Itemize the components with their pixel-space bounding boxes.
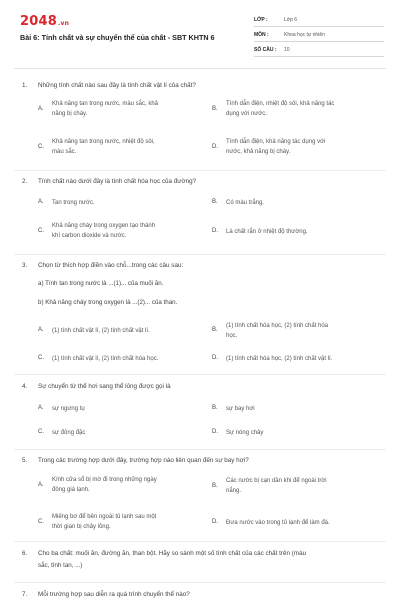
option-line: (1) tính chất vật lí, (2) tính chất hóa học.	[52, 356, 159, 362]
option-line: Khả năng tan trong nước, nhiệt độ sôi,	[52, 139, 155, 145]
question-separator	[14, 582, 386, 583]
option-line: Sự nóng chảy	[226, 430, 264, 436]
option-5c[interactable]	[38, 513, 208, 533]
option-line: (1) tính chất hóa học, (2) tính chất hóa	[226, 323, 329, 329]
question-7	[22, 591, 190, 598]
question-3-sub-b: b) Khả năng cháy trong oxygen là ...(2)... của than.	[38, 299, 178, 306]
option-letter: B.	[212, 483, 218, 489]
meta-key: SỐ CÂU :	[254, 47, 277, 53]
option-line: Miếng bơ để bên ngoài tủ lạnh sau một	[52, 514, 157, 520]
question-6	[22, 550, 306, 557]
option-line: sự đông đặc	[52, 430, 86, 436]
option-line: (1) tính chất vật lí, (2) tính chất vật lí.	[52, 328, 150, 334]
option-letter: D.	[212, 429, 218, 435]
option-1b[interactable]	[212, 100, 388, 120]
option-1d[interactable]	[212, 138, 388, 158]
option-line: học.	[226, 332, 238, 339]
question-number: 4.	[22, 383, 28, 390]
option-5d[interactable]	[212, 519, 388, 529]
document-title: Bài 6: Tính chất và sự chuyển thể của chất - SBT KHTN 6	[20, 33, 215, 42]
option-3b[interactable]	[212, 322, 388, 342]
option-letter: D.	[212, 519, 218, 525]
option-line: dụng với nước.	[226, 110, 267, 117]
option-letter: D.	[212, 355, 218, 361]
option-4c[interactable]	[38, 429, 208, 439]
option-letter: A.	[38, 199, 44, 205]
option-line: nắng.	[226, 487, 242, 494]
option-5b[interactable]	[212, 477, 388, 497]
option-2c[interactable]	[38, 222, 208, 242]
question-3-sub-a: a) Tính tan trong nước là ...(1)... của muối ăn.	[38, 280, 164, 287]
option-line: Kính cửa sổ bị mờ đi trong những ngày	[52, 477, 157, 483]
logo-suffix: .vn	[57, 20, 70, 27]
question-number: 2.	[22, 178, 28, 185]
option-1a[interactable]	[38, 100, 208, 120]
option-letter: B.	[212, 405, 218, 411]
option-line: (1) tính chất hóa học, (2) tính chất vật lí.	[226, 356, 333, 362]
option-letter: A.	[38, 405, 44, 411]
option-letter: B.	[212, 327, 218, 333]
option-line: Tan trong nước.	[52, 200, 95, 206]
question-number: 3.	[22, 262, 28, 269]
option-2d[interactable]	[212, 228, 388, 238]
question-number: 5.	[22, 457, 28, 464]
question-4	[22, 383, 171, 390]
question-text: Mỗi trường hợp sau diễn ra quá trình chuyển thể nào?	[38, 591, 190, 598]
option-line: Khả năng cháy trong oxygen tạo thành	[52, 223, 156, 229]
question-separator	[14, 170, 386, 171]
option-line: Là chất rắn ở nhiệt độ thường.	[226, 229, 308, 235]
option-line: năng bị cháy.	[52, 110, 88, 117]
question-1	[22, 82, 196, 89]
option-line: Khả năng tan trong nước, màu sắc, khả	[52, 101, 159, 107]
option-letter: A.	[38, 106, 44, 112]
question-text: Tính chất nào dưới đây là tính chất hóa học của đường?	[38, 178, 197, 185]
option-letter: C.	[38, 228, 44, 234]
option-3c[interactable]	[38, 355, 208, 365]
option-2a[interactable]	[38, 199, 208, 209]
option-line: Các nước bị cạn dần khi để ngoài trời	[226, 478, 327, 484]
option-1c[interactable]	[38, 138, 208, 158]
option-3a[interactable]	[38, 327, 208, 337]
meta-value: 10	[284, 47, 290, 53]
option-letter: A.	[38, 482, 44, 488]
question-number: 7.	[22, 591, 28, 598]
option-line: khí carbon dioxide và nước.	[52, 232, 127, 239]
question-text: Những tính chất nào sau đây là tính chất vật lí của chất?	[38, 82, 196, 89]
question-3	[22, 262, 183, 269]
option-letter: C.	[38, 144, 44, 150]
option-line: màu sắc.	[52, 148, 77, 155]
question-text: Sự chuyển từ thể hơi sang thể lỏng được gọi là	[38, 383, 171, 390]
option-4d[interactable]	[212, 429, 388, 439]
option-letter: B.	[212, 199, 218, 205]
question-separator	[14, 449, 386, 450]
option-letter: C.	[38, 355, 44, 361]
question-separator	[14, 374, 386, 375]
question-2	[22, 178, 196, 185]
question-5	[22, 457, 249, 464]
option-2b[interactable]	[212, 199, 388, 209]
option-line: sự bay hơi	[226, 406, 255, 412]
meta-key: LỚP :	[254, 17, 268, 23]
option-letter: B.	[212, 106, 218, 112]
option-line: Đưa nước vào trong tủ lạnh để làm đá.	[226, 520, 330, 526]
option-line: sự ngưng tụ	[52, 406, 85, 412]
option-4b[interactable]	[212, 405, 388, 415]
option-line: nước, khả năng bị cháy.	[226, 148, 291, 155]
meta-value: Lớp 6	[284, 17, 298, 23]
option-3d[interactable]	[212, 355, 388, 365]
question-separator	[14, 254, 386, 255]
option-letter: C.	[38, 519, 44, 525]
question-separator	[14, 541, 386, 542]
option-line: Tính dẫn điện, nhiệt độ sôi, khả năng tác	[226, 101, 335, 107]
option-line: Tính dẫn điện, khả năng tác dụng với	[226, 139, 326, 145]
option-4a[interactable]	[38, 405, 208, 415]
question-text: Chọn từ thích hợp điền vào chỗ...trong các câu sau:	[38, 262, 184, 269]
question-text: Trong các trường hợp dưới đây, trường hợp nào liên quan đến sự bay hơi?	[38, 457, 249, 464]
option-letter: D.	[212, 228, 218, 234]
question-number: 6.	[22, 550, 28, 557]
option-letter: A.	[38, 327, 44, 333]
question-text: Cho ba chất: muối ăn, đường ăn, than bột. Hãy so sánh một số tính chất của các chất trên (màu	[38, 550, 307, 557]
logo-text: 2048	[20, 14, 57, 29]
option-5a[interactable]	[38, 476, 208, 496]
option-line: đông giá lạnh.	[52, 486, 90, 493]
option-letter: C.	[38, 429, 44, 435]
question-number: 1.	[22, 82, 28, 89]
option-letter: D.	[212, 144, 218, 150]
meta-value: Khoa học tự nhiên	[284, 32, 325, 38]
option-line: Có màu trắng.	[226, 200, 265, 206]
question-6-continued: sắc, tính tan, ...)	[38, 562, 83, 569]
meta-key: MÔN :	[254, 32, 269, 38]
option-line: thời gian bị chảy lỏng.	[52, 523, 111, 530]
